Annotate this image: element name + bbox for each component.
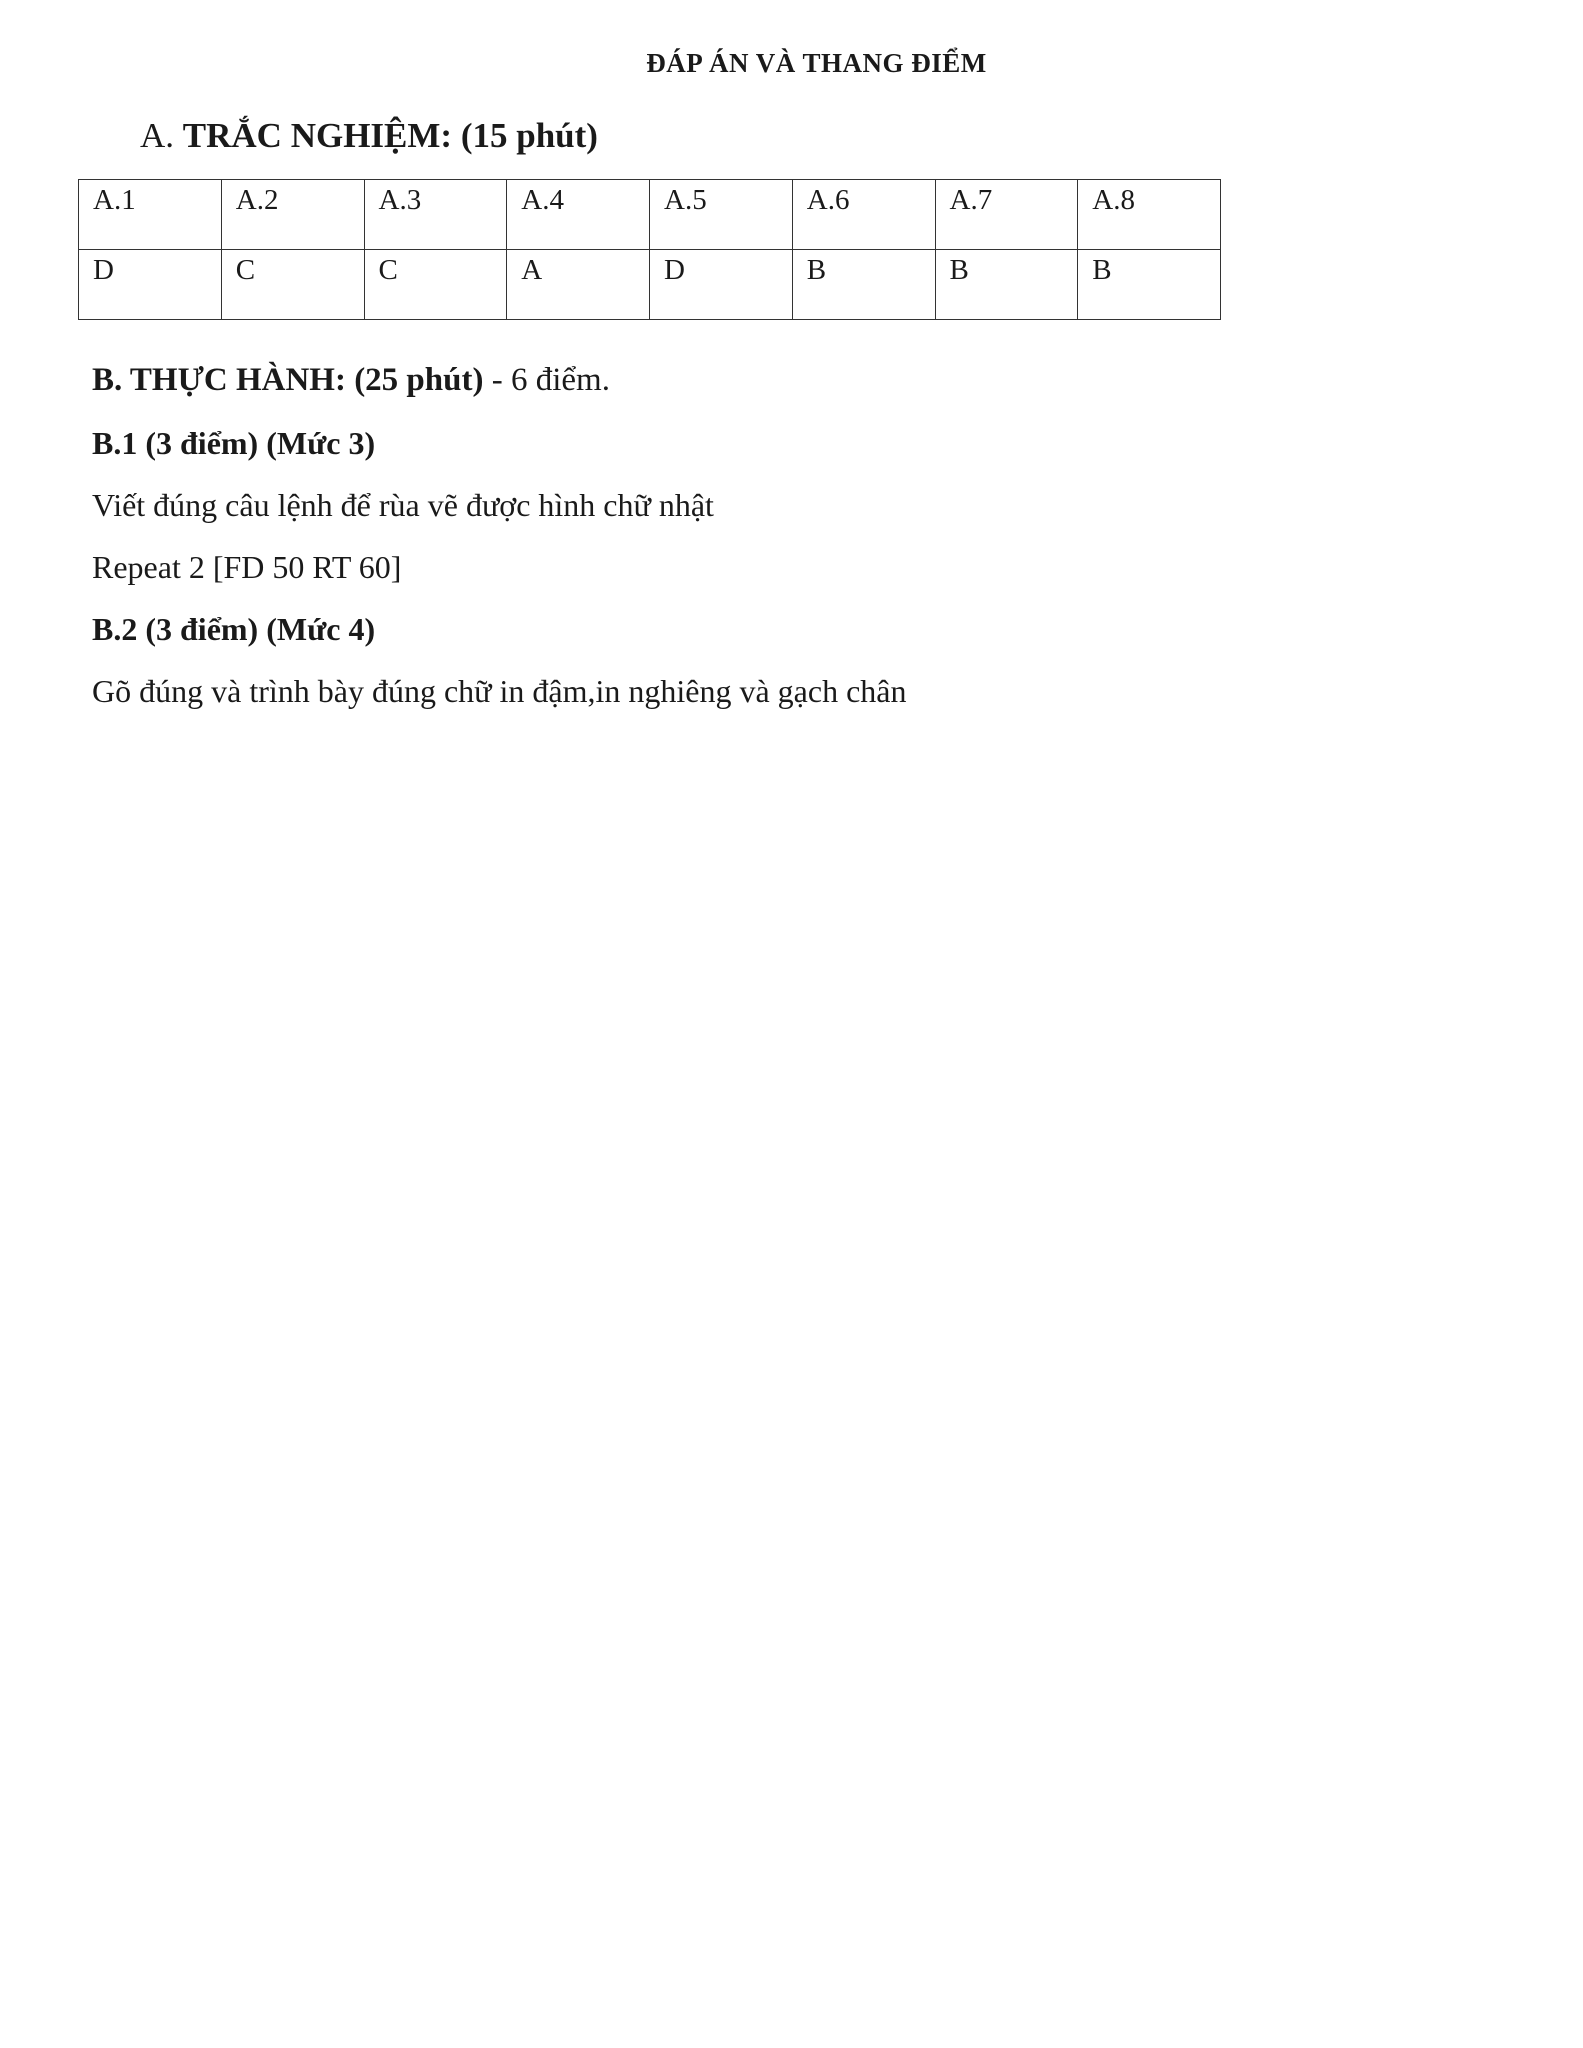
b1-description: Viết đúng câu lệnh để rùa vẽ được hình chữ nhật [92,487,714,523]
section-b-heading [92,362,610,399]
answer-cell: C [364,250,507,320]
table-row-questions [79,180,1221,250]
question-cell: A.2 [221,180,364,250]
answer-cell: B [1078,250,1221,320]
question-cell: A.8 [1078,180,1221,250]
question-cell: A.5 [650,180,793,250]
answer-cell: C [221,250,364,320]
answer-cell: A [507,250,650,320]
b2-heading: B.2 (3 điểm) (Mức 4) [92,611,376,647]
answer-cell: D [650,250,793,320]
question-cell: A.7 [935,180,1078,250]
b2-description: Gõ đúng và trình bày đúng chữ in đậm,in nghiêng và gạch chân [92,673,907,709]
section-a-time: (15 phút) [460,116,598,155]
answer-cell: B [792,250,935,320]
b1-heading: B.1 (3 điểm) (Mức 3) [92,425,376,461]
section-a-prefix: A. [140,116,175,155]
question-cell: A.4 [507,180,650,250]
question-cell: A.6 [792,180,935,250]
section-a-label: TRẮC NGHIỆM: [182,116,453,155]
section-a-heading [140,116,598,156]
answer-cell: B [935,250,1078,320]
table-row-answers [79,250,1221,320]
question-cell: A.1 [79,180,222,250]
answer-cell: D [79,250,222,320]
question-cell: A.3 [364,180,507,250]
b1-code: Repeat 2 [FD 50 RT 60] [92,549,402,585]
section-b-time: (25 phút) [354,362,484,398]
answer-table [78,179,1221,320]
section-b-points: - 6 điểm. [491,362,610,398]
section-b-label: B. THỰC HÀNH: [92,362,346,398]
document-title: ĐÁP ÁN VÀ THANG ĐIỂM [646,48,987,78]
